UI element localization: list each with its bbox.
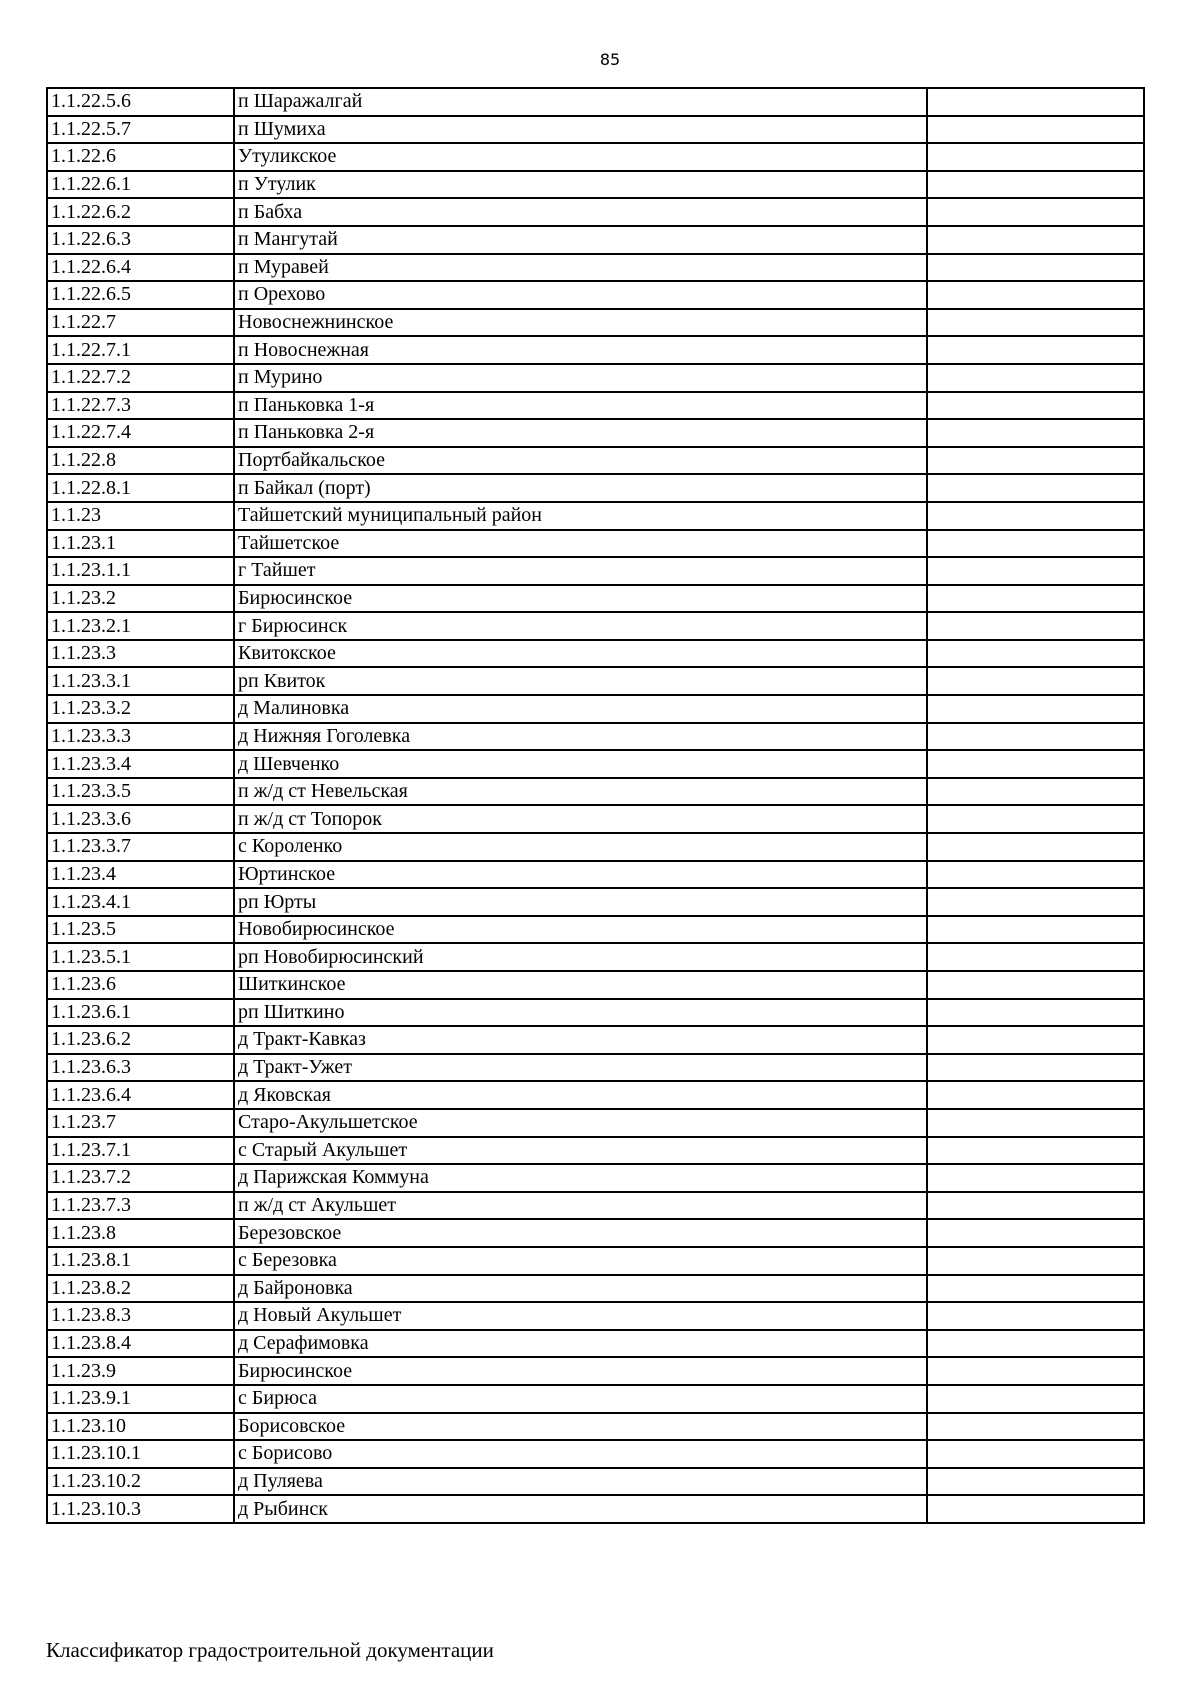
table-row: [47, 198, 1144, 226]
table-row: [47, 336, 1144, 364]
document-footer: Классификатор градостроительной документации: [46, 1638, 494, 1662]
row-code: 1.1.23.6.2: [47, 1026, 234, 1054]
row-name: д Серафимовка: [234, 1330, 927, 1358]
row-extra: [927, 1219, 1144, 1247]
row-extra: [927, 1192, 1144, 1220]
row-name: Новоснежнинское: [234, 309, 927, 337]
row-name: д Шевченко: [234, 750, 927, 778]
row-name: д Яковская: [234, 1081, 927, 1109]
row-code: 1.1.22.6: [47, 143, 234, 171]
row-extra: [927, 1054, 1144, 1082]
row-name: с Бирюса: [234, 1385, 927, 1413]
row-name: д Тракт-Кавказ: [234, 1026, 927, 1054]
row-code: 1.1.23.3.7: [47, 833, 234, 861]
row-code: 1.1.23.2.1: [47, 612, 234, 640]
row-code: 1.1.23.8.3: [47, 1302, 234, 1330]
row-code: 1.1.22.7: [47, 309, 234, 337]
row-extra: [927, 1081, 1144, 1109]
table-row: [47, 1192, 1144, 1220]
row-code: 1.1.22.6.3: [47, 226, 234, 254]
row-extra: [927, 1275, 1144, 1303]
table-row: [47, 1357, 1144, 1385]
row-code: 1.1.22.8.1: [47, 474, 234, 502]
row-extra: [927, 281, 1144, 309]
table-row: [47, 1302, 1144, 1330]
row-extra: [927, 474, 1144, 502]
row-code: 1.1.23.3: [47, 640, 234, 668]
row-code: 1.1.23.7: [47, 1109, 234, 1137]
table-row: [47, 1275, 1144, 1303]
table-row: [47, 916, 1144, 944]
row-extra: [927, 1026, 1144, 1054]
row-code: 1.1.23.7.3: [47, 1192, 234, 1220]
row-extra: [927, 502, 1144, 530]
table-row: [47, 1137, 1144, 1165]
row-name: рп Квиток: [234, 667, 927, 695]
row-code: 1.1.23.1.1: [47, 557, 234, 585]
row-name: п ж/д ст Топорок: [234, 805, 927, 833]
row-code: 1.1.22.6.2: [47, 198, 234, 226]
row-extra: [927, 336, 1144, 364]
row-extra: [927, 1247, 1144, 1275]
table-row: [47, 1109, 1144, 1137]
row-extra: [927, 364, 1144, 392]
row-code: 1.1.23.10.1: [47, 1440, 234, 1468]
row-extra: [927, 419, 1144, 447]
row-name: д Парижская Коммуна: [234, 1164, 927, 1192]
row-code: 1.1.23.3.6: [47, 805, 234, 833]
row-extra: [927, 198, 1144, 226]
table-row: [47, 254, 1144, 282]
row-name: Портбайкальское: [234, 447, 927, 475]
row-name: рп Юрты: [234, 888, 927, 916]
row-code: 1.1.22.5.7: [47, 116, 234, 144]
row-code: 1.1.23.8.1: [47, 1247, 234, 1275]
row-name: Утуликское: [234, 143, 927, 171]
table-row: [47, 1164, 1144, 1192]
row-extra: [927, 143, 1144, 171]
row-code: 1.1.23.3.1: [47, 667, 234, 695]
table-row: [47, 309, 1144, 337]
row-extra: [927, 640, 1144, 668]
table-row: [47, 474, 1144, 502]
row-extra: [927, 1468, 1144, 1496]
row-code: 1.1.23.10: [47, 1413, 234, 1441]
row-extra: [927, 1385, 1144, 1413]
row-name: рп Шиткино: [234, 999, 927, 1027]
row-name: д Рыбинск: [234, 1495, 927, 1523]
row-extra: [927, 392, 1144, 420]
row-name: д Байроновка: [234, 1275, 927, 1303]
row-code: 1.1.23.5.1: [47, 943, 234, 971]
row-extra: [927, 805, 1144, 833]
table-row: [47, 1440, 1144, 1468]
row-code: 1.1.23.8: [47, 1219, 234, 1247]
table-row: [47, 171, 1144, 199]
row-name: п ж/д ст Невельская: [234, 778, 927, 806]
table-row: [47, 1495, 1144, 1523]
row-name: п Мурино: [234, 364, 927, 392]
table-row: [47, 530, 1144, 558]
row-code: 1.1.23.3.3: [47, 723, 234, 751]
table-row: [47, 971, 1144, 999]
table-row: [47, 281, 1144, 309]
table-row: [47, 1219, 1144, 1247]
row-name: с Старый Акульшет: [234, 1137, 927, 1165]
table-row: [47, 364, 1144, 392]
row-code: 1.1.23.8.2: [47, 1275, 234, 1303]
row-extra: [927, 226, 1144, 254]
table-row: [47, 447, 1144, 475]
row-name: д Пуляева: [234, 1468, 927, 1496]
table-row: [47, 805, 1144, 833]
row-extra: [927, 971, 1144, 999]
row-extra: [927, 557, 1144, 585]
row-code: 1.1.22.6.5: [47, 281, 234, 309]
table-row: [47, 861, 1144, 889]
page-number: 85: [599, 50, 621, 69]
table-row: [47, 1026, 1144, 1054]
row-extra: [927, 447, 1144, 475]
row-name: Борисовское: [234, 1413, 927, 1441]
row-name: Шиткинское: [234, 971, 927, 999]
row-extra: [927, 254, 1144, 282]
row-extra: [927, 530, 1144, 558]
row-code: 1.1.23.3.5: [47, 778, 234, 806]
row-name: г Тайшет: [234, 557, 927, 585]
table-row: [47, 612, 1144, 640]
row-name: п Байкал (порт): [234, 474, 927, 502]
row-code: 1.1.22.8: [47, 447, 234, 475]
row-extra: [927, 778, 1144, 806]
row-extra: [927, 1330, 1144, 1358]
row-extra: [927, 1357, 1144, 1385]
row-name: п Бабха: [234, 198, 927, 226]
row-extra: [927, 861, 1144, 889]
table-row: [47, 833, 1144, 861]
table-row: [47, 999, 1144, 1027]
table-row: [47, 419, 1144, 447]
table-row: [47, 1081, 1144, 1109]
row-name: Березовское: [234, 1219, 927, 1247]
row-extra: [927, 309, 1144, 337]
table-row: [47, 116, 1144, 144]
row-name: п Утулик: [234, 171, 927, 199]
row-name: п Паньковка 2-я: [234, 419, 927, 447]
row-name: Новобирюсинское: [234, 916, 927, 944]
row-code: 1.1.22.7.3: [47, 392, 234, 420]
table-row: [47, 1330, 1144, 1358]
table-row: [47, 695, 1144, 723]
row-name: п Паньковка 1-я: [234, 392, 927, 420]
table-row: [47, 1054, 1144, 1082]
table-row: [47, 1468, 1144, 1496]
table-row: [47, 1385, 1144, 1413]
row-name: п Шаражалгай: [234, 88, 927, 116]
row-name: с Короленко: [234, 833, 927, 861]
table-row: [47, 502, 1144, 530]
row-name: п Шумиха: [234, 116, 927, 144]
table-row: [47, 226, 1144, 254]
row-extra: [927, 585, 1144, 613]
row-extra: [927, 833, 1144, 861]
row-name: д Тракт-Ужет: [234, 1054, 927, 1082]
row-extra: [927, 695, 1144, 723]
row-code: 1.1.23.7.1: [47, 1137, 234, 1165]
row-code: 1.1.23.9.1: [47, 1385, 234, 1413]
table-row: [47, 392, 1144, 420]
row-name: с Борисово: [234, 1440, 927, 1468]
table-row: [47, 943, 1144, 971]
row-code: 1.1.22.7.1: [47, 336, 234, 364]
row-extra: [927, 116, 1144, 144]
row-extra: [927, 723, 1144, 751]
row-code: 1.1.23.6.3: [47, 1054, 234, 1082]
table-row: [47, 778, 1144, 806]
row-extra: [927, 1413, 1144, 1441]
row-code: 1.1.23.6: [47, 971, 234, 999]
table-row: [47, 1413, 1144, 1441]
row-extra: [927, 171, 1144, 199]
row-name: Тайшетский муниципальный район: [234, 502, 927, 530]
row-name: Квитокское: [234, 640, 927, 668]
row-code: 1.1.23.3.2: [47, 695, 234, 723]
row-code: 1.1.23: [47, 502, 234, 530]
row-name: г Бирюсинск: [234, 612, 927, 640]
row-name: п Орехово: [234, 281, 927, 309]
row-name: п Мангутай: [234, 226, 927, 254]
table-row: [47, 750, 1144, 778]
row-extra: [927, 1137, 1144, 1165]
row-code: 1.1.23.5: [47, 916, 234, 944]
row-name: п Новоснежная: [234, 336, 927, 364]
row-code: 1.1.23.1: [47, 530, 234, 558]
table-body: [47, 88, 1144, 1523]
row-code: 1.1.23.3.4: [47, 750, 234, 778]
row-extra: [927, 1440, 1144, 1468]
row-code: 1.1.23.6.4: [47, 1081, 234, 1109]
row-name: д Нижняя Гоголевка: [234, 723, 927, 751]
row-extra: [927, 1109, 1144, 1137]
row-code: 1.1.23.9: [47, 1357, 234, 1385]
table-row: [47, 88, 1144, 116]
row-code: 1.1.22.6.4: [47, 254, 234, 282]
row-code: 1.1.23.4: [47, 861, 234, 889]
row-code: 1.1.22.6.1: [47, 171, 234, 199]
row-extra: [927, 888, 1144, 916]
row-extra: [927, 943, 1144, 971]
table-row: [47, 1247, 1144, 1275]
row-name: п ж/д ст Акульшет: [234, 1192, 927, 1220]
row-name: Тайшетское: [234, 530, 927, 558]
table-row: [47, 640, 1144, 668]
row-name: д Малиновка: [234, 695, 927, 723]
row-code: 1.1.23.10.3: [47, 1495, 234, 1523]
row-name: с Березовка: [234, 1247, 927, 1275]
row-extra: [927, 1495, 1144, 1523]
table-row: [47, 143, 1144, 171]
row-code: 1.1.23.2: [47, 585, 234, 613]
row-extra: [927, 750, 1144, 778]
row-name: Юртинское: [234, 861, 927, 889]
row-code: 1.1.23.8.4: [47, 1330, 234, 1358]
row-extra: [927, 612, 1144, 640]
row-code: 1.1.23.6.1: [47, 999, 234, 1027]
row-name: Старо-Акульшетское: [234, 1109, 927, 1137]
classifier-table: [46, 87, 1145, 1524]
row-name: Бирюсинское: [234, 585, 927, 613]
row-name: Бирюсинское: [234, 1357, 927, 1385]
table-row: [47, 723, 1144, 751]
table-row: [47, 667, 1144, 695]
row-code: 1.1.23.7.2: [47, 1164, 234, 1192]
row-code: 1.1.22.7.2: [47, 364, 234, 392]
row-extra: [927, 1164, 1144, 1192]
row-extra: [927, 1302, 1144, 1330]
row-name: п Муравей: [234, 254, 927, 282]
row-code: 1.1.22.5.6: [47, 88, 234, 116]
table-row: [47, 585, 1144, 613]
row-name: д Новый Акульшет: [234, 1302, 927, 1330]
table-row: [47, 888, 1144, 916]
table-row: [47, 557, 1144, 585]
row-code: 1.1.23.10.2: [47, 1468, 234, 1496]
row-extra: [927, 916, 1144, 944]
row-name: рп Новобирюсинский: [234, 943, 927, 971]
row-code: 1.1.22.7.4: [47, 419, 234, 447]
row-extra: [927, 999, 1144, 1027]
row-code: 1.1.23.4.1: [47, 888, 234, 916]
row-extra: [927, 88, 1144, 116]
row-extra: [927, 667, 1144, 695]
